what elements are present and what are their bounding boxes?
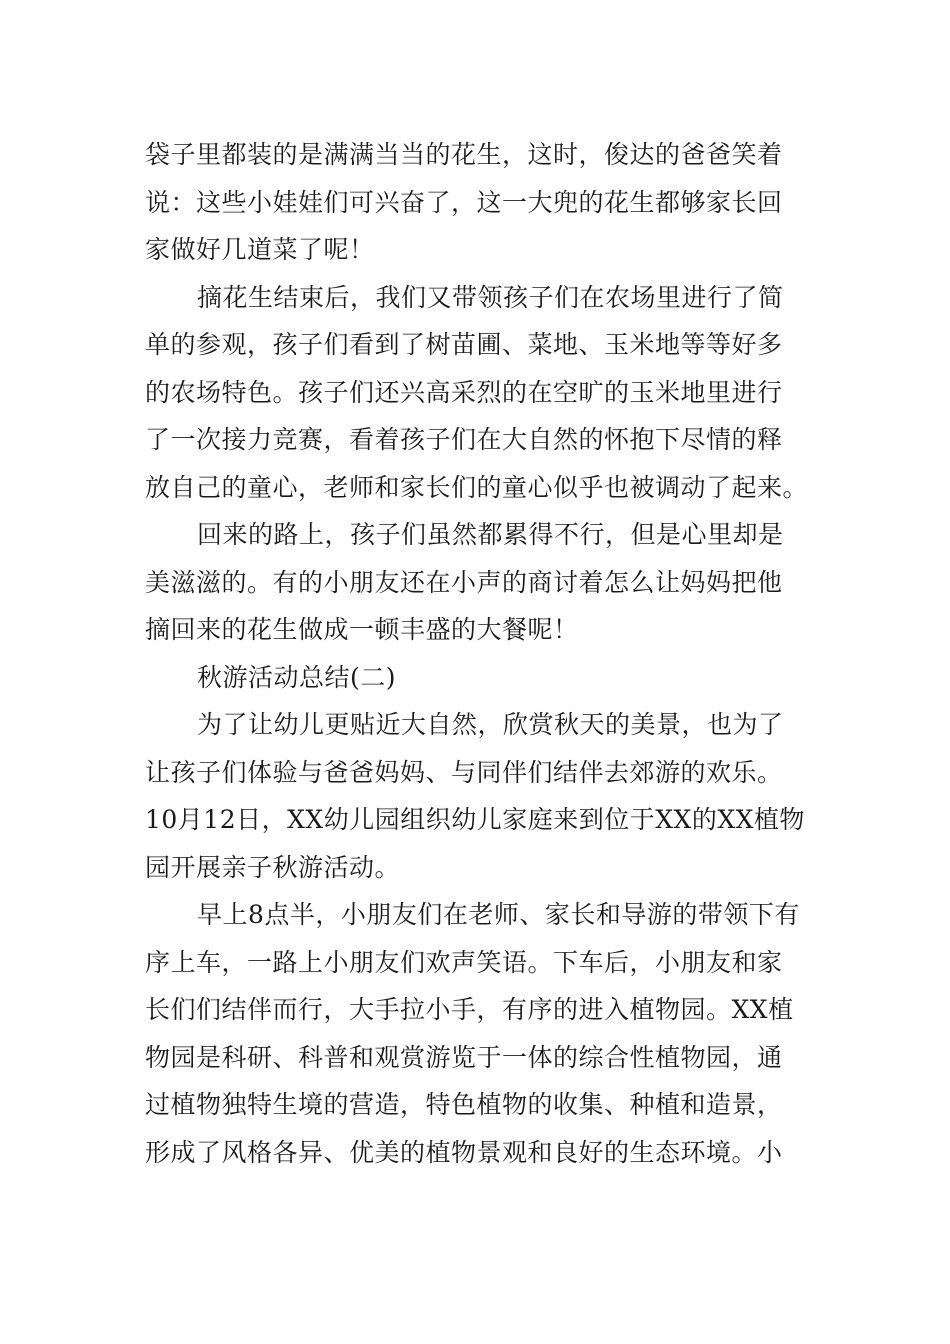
paragraph-first-line: 秋游活动总结(二) <box>197 662 397 692</box>
text-line: 美滋滋的。有的小朋友还在小声的商讨着怎么让妈妈把他 <box>145 567 783 597</box>
text-line: 过植物独特生境的营造，特色植物的收集、种植和造景， <box>145 1090 783 1119</box>
text-line: 的农场特色。孩子们还兴高采烈的在空旷的玉米地里进行 <box>145 377 783 407</box>
text-line: 10月12日，XX幼儿园组织幼儿家庭来到位于XX的XX植物 <box>145 805 805 834</box>
text-line: 放自己的童心，老师和家长们的童心似乎也被调动了起来。 <box>145 472 809 502</box>
paragraph-first-line: 早上8点半，小朋友们在老师、家长和导游的带领下有 <box>197 900 800 929</box>
text-line: 了一次接力竞赛，看着孩子们在大自然的怀抱下尽情的释 <box>145 425 783 454</box>
paragraph-first-line: 回来的路上，孩子们虽然都累得不行，但是心里却是 <box>197 520 784 549</box>
text-line: 袋子里都装的是满满当当的花生，这时，俊达的爸爸笑着 <box>145 140 783 169</box>
text-line: 形成了风格各异、优美的植物景观和良好的生态环境。小 <box>145 1137 783 1167</box>
paragraph-first-line: 摘花生结束后，我们又带领孩子们在农场里进行了简 <box>197 282 784 312</box>
document-body <box>145 131 815 1176</box>
text-line: 单的参观，孩子们看到了树苗圃、菜地、玉米地等等好多 <box>145 330 783 359</box>
text-line: 让孩子们体验与爸爸妈妈、与同伴们结伴去郊游的欢乐。 <box>145 757 783 787</box>
text-line: 物园是科研、科普和观赏游览于一体的综合性植物园，通 <box>145 1042 783 1072</box>
text-line: 摘回来的花生做成一顿丰盛的大餐呢！ <box>145 615 579 644</box>
text-line: 序上车，一路上小朋友们欢声笑语。下车后，小朋友和家 <box>145 947 783 977</box>
paragraph-first-line: 为了让幼儿更贴近大自然，欣赏秋天的美景，也为了 <box>197 710 784 739</box>
text-line: 园开展亲子秋游活动。 <box>145 852 401 882</box>
text-line: 说：这些小娃娃们可兴奋了，这一大兜的花生都够家长回 <box>145 187 783 217</box>
text-line: 长们们结伴而行，大手拉小手，有序的进入植物园。XX植 <box>145 995 794 1024</box>
text-line: 家做好几道菜了呢！ <box>145 235 375 264</box>
